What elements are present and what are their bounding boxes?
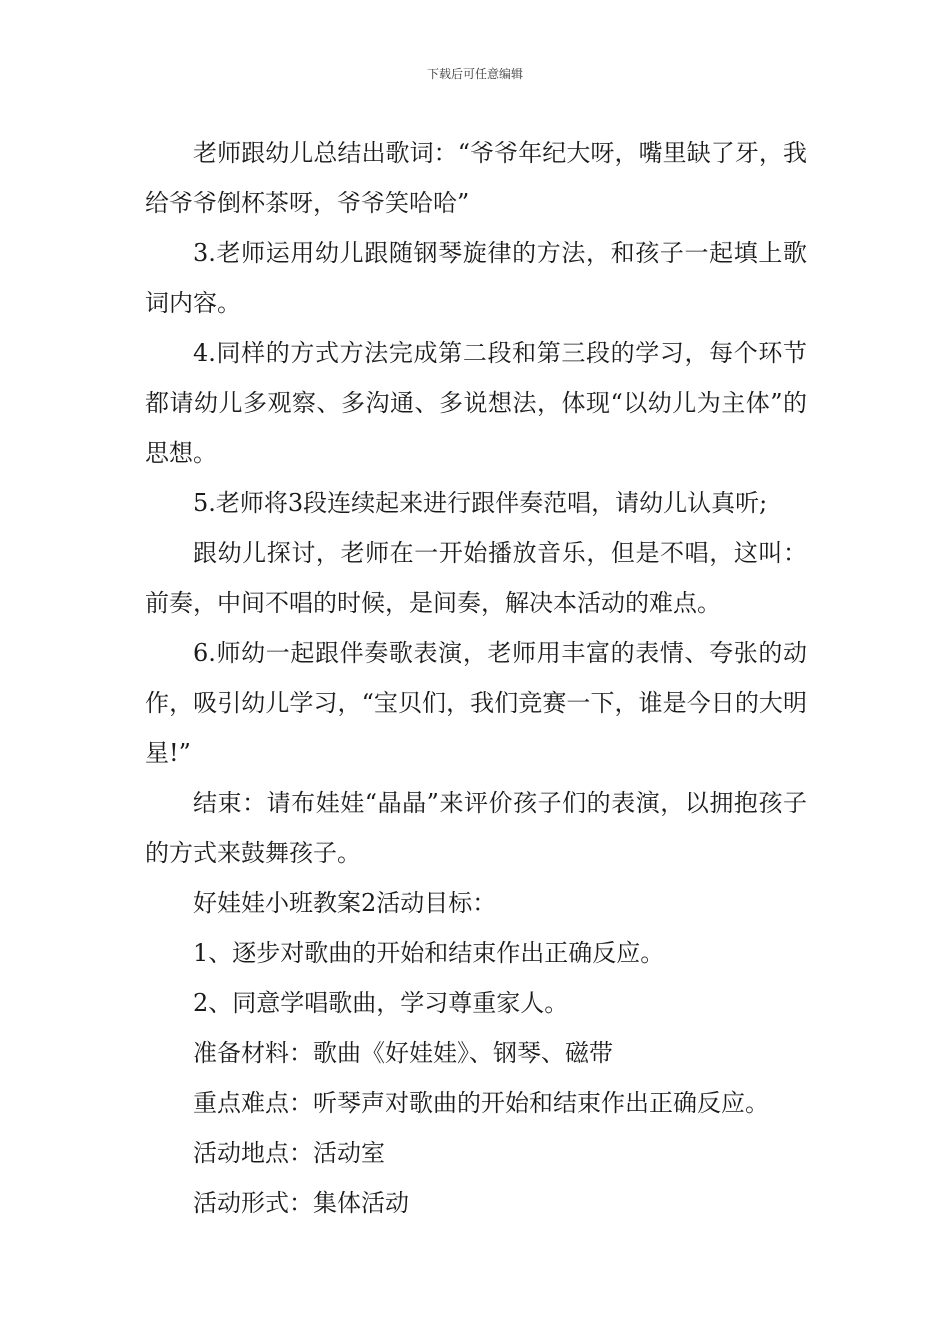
- paragraph-location: 活动地点：活动室: [193, 1139, 385, 1167]
- paragraph-lyrics-summary: 老师跟幼儿总结出歌词：“爷爷年纪大呀，嘴里缺了牙，我给爷爷倒杯茶呀，爷爷笑哈哈”: [145, 139, 807, 217]
- paragraph-lesson-2-goals: 好娃娃小班教案2活动目标：: [193, 889, 497, 917]
- document-body: [145, 128, 807, 1228]
- paragraph-ending: 结束：请布娃娃“晶晶”来评价孩子们的表演，以拥抱孩子的方式来鼓舞孩子。: [145, 789, 807, 867]
- paragraph-discussion: 跟幼儿探讨，老师在一开始播放音乐，但是不唱，这叫：前奏，中间不唱的时候，是间奏，解决本活动的难点。: [145, 539, 807, 617]
- paragraph-step-5: 5.老师将3段连续起来进行跟伴奏范唱，请幼儿认真听;: [193, 489, 768, 517]
- paragraph-step-4: 4.同样的方式方法完成第二段和第三段的学习，每个环节都请幼儿多观察、多沟通、多说想法，体现“以幼儿为主体”的思想。: [145, 339, 807, 467]
- page-header-note: 下载后可任意编辑: [426, 67, 523, 81]
- paragraph-step-6: 6.师幼一起跟伴奏歌表演，老师用丰富的表情、夸张的动作，吸引幼儿学习，“宝贝们，我们竞赛一下，谁是今日的大明星!”: [145, 639, 807, 767]
- paragraph-goal-1: 1、逐步对歌曲的开始和结束作出正确反应。: [193, 939, 665, 967]
- paragraph-materials: 准备材料：歌曲《好娃娃》、钢琴、磁带: [193, 1039, 613, 1067]
- paragraph-format: 活动形式：集体活动: [193, 1189, 409, 1217]
- paragraph-step-3: 3.老师运用幼儿跟随钢琴旋律的方法，和孩子一起填上歌词内容。: [145, 239, 807, 317]
- paragraph-goal-2: 2、同意学唱歌曲，学习尊重家人。: [193, 989, 569, 1017]
- paragraph-key-points: 重点难点：听琴声对歌曲的开始和结束作出正确反应。: [193, 1089, 769, 1117]
